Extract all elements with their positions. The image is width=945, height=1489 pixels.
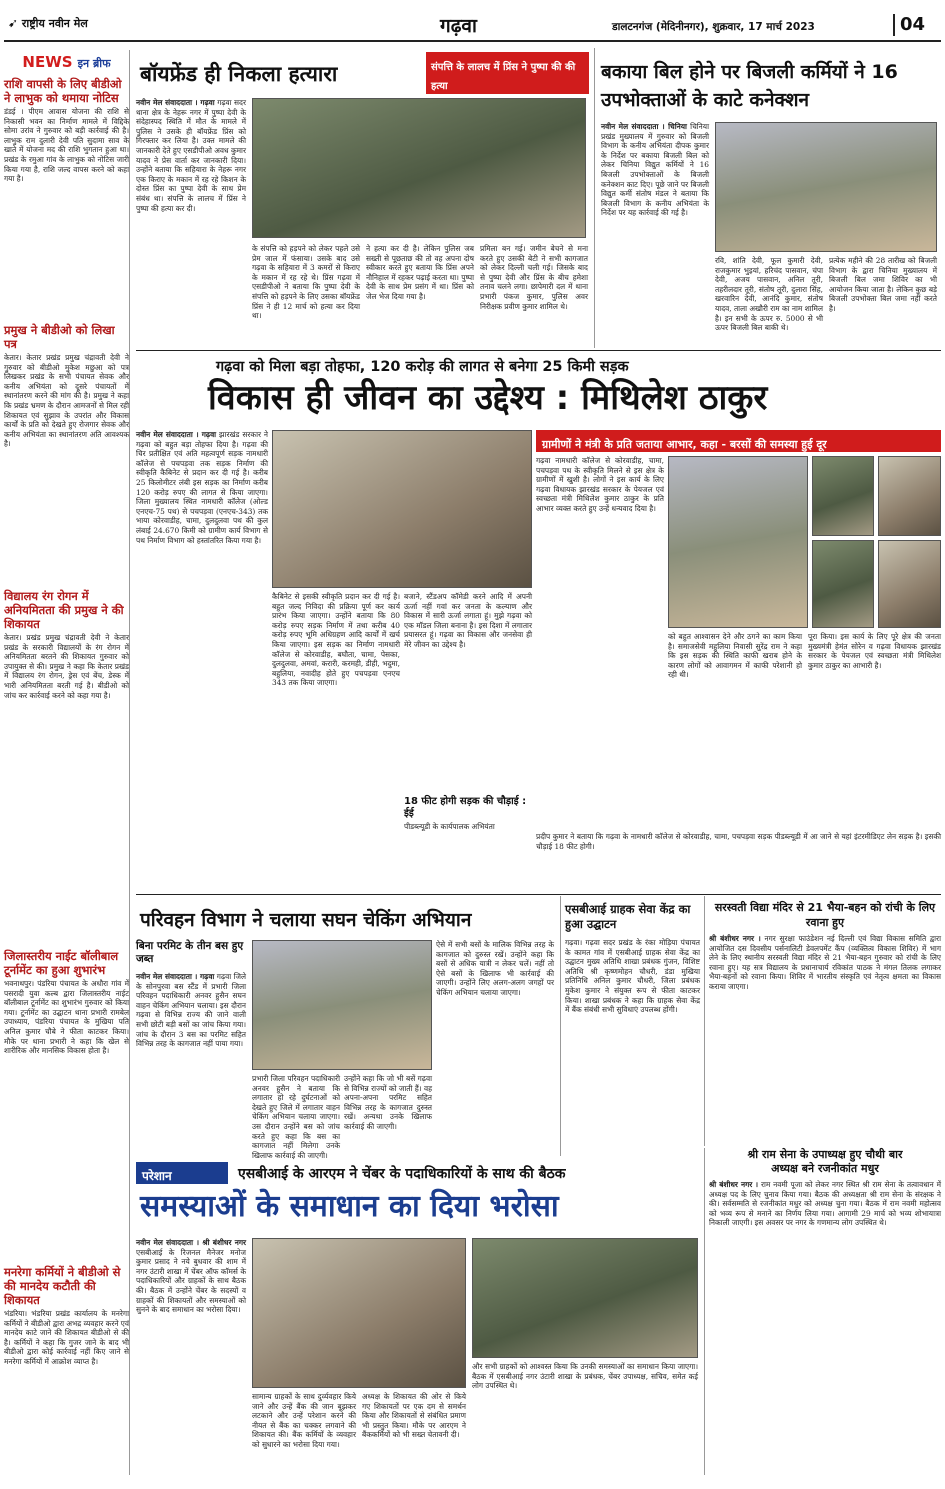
section-title: गढ़वा — [440, 15, 477, 37]
story-kicker: गढ़वा को मिला बड़ा तोहफा, 120 करोड़ की लागत से बनेगा 25 किमी सड़क — [216, 359, 629, 375]
story-body: पीडब्ल्यूडी के कार्यपालक अभियंता — [404, 822, 495, 831]
story-body: प्रदीप कुमार ने बताया कि गढ़वा के नामधारी कॉलेज से कोरवाडीह, चामा, पचपड़वा सड़क पीडब्ल्यूडी में आ जाने से यहां इंटरमीडिएट लेन सड़क है। इसकी चौड़ाई 18 फीट होगी। — [536, 832, 941, 851]
page-number-divider — [893, 14, 895, 36]
brief-item — [4, 77, 129, 317]
story-body: को बहुत आश्वासन देने और ठगने का काम किया है। समाजसेवी महुलिया निवासी सुरेंद्र राम ने कहा कि इस सड़क की स्थिति काफी खराब होने के कारण लोगों को आवागमन में काफी परेशानी हो रही थी। — [668, 632, 802, 680]
news-brief-column — [4, 50, 130, 1475]
story-body: उन्होंने कहा कि जो भी बसें गढ़वा से विभिन्न राज्यों को जाती हैं। वह अपना-अपना परमिट सहित विभिन्न तरह के कागजात दुरुस्त रखें। अन्यथा उनके खिलाफ कार्रवाई की जाएगी। — [344, 1074, 432, 1131]
story-body: के संपत्ति को हड़पने को लेकर पहले उसे प्रेम जाल में फंसाया। उसके बाद उसे गढ़वा के सहियारा में 3 कमरों से किराए के मकान में रह रहे थे। प्रिंस गढ़वा में एसडीपीओ ने बताया कि पुष्पा देवी के संपत्ति को हड़पने के लिए उसका बॉयफ्रेंड प्रिंस ने ही 12 मार्च को हत्या कर दिया था। — [252, 244, 360, 321]
bus-checking-photo — [252, 940, 432, 1070]
villager-photo — [812, 456, 874, 536]
story-body: ने हत्या कर दी है। लेकिन पुलिस जब सख्ती से पूछताछ की तो वह अपना दोष स्वीकार करते हुए बताया कि प्रिंस अपने नौनिहाल में रहकर पढ़ाई करता था। पुष्पा देवी के साथ प्रेम प्रसंग में था। प्रिंस को जेल भेज दिया गया है। — [366, 244, 474, 301]
story-body: कैबिनेट से इसकी स्वीकृति प्रदान कर दी गई है। बहुत जल्द निविदा की प्रक्रिया पूर्ण कर कार्य प्रारंभ किया जाएगा। उन्होंने बताया कि 80 करोड़ रुपए सड़क निर्माण में तथा करीब 40 करोड़ रुपए भूमि अधिग्रहण आदि कार्यों में खर्च किया जाएगा। इस सड़क का निर्माण नामधारी कॉलेज से कोरवाडीह, बघौता, चामा, पेसका, दुलदुलवा, अमवां, करारी, करमही, डीही, भदुमा, बहुलिया, नवादीह होते हुए पचपड़वा एनएच 343 तक किया जाएगा। — [272, 592, 400, 688]
story-kicker-badge — [136, 1162, 228, 1184]
story-byline: श्री बंशीधर नगर । — [709, 1180, 759, 1189]
brief-title: मनरेगा कर्मियों ने बीडीओ से की मानदेय कटौती की शिकायत — [4, 1265, 121, 1307]
story-subheading: बिना परमिट के तीन बस हुए जब्त — [136, 940, 244, 965]
story-byline: नवीन मेल संवाददाता । चिनिया — [601, 122, 687, 131]
story-body: गढ़वा। गढ़वा सदर प्रखंड के रंका मोड़िया पंचायत के कामत गांव में एसबीआई ग्राहक सेवा केंद्र का उद्घाटन मुख्य अतिथि शाखा प्रबंधक गुंजन, विशिष्ट अतिथि श्री कृष्णमोहन चौधरी, डंडा मुखिया प्रतिनिधि अनिल कुमार चौधरी, जिला प्रबंधक मुकेश कुमार ने संयुक्त रूप से फीता काटकर किया। शाखा प्रबंधक ने कहा कि ग्राहक सेवा केंद्र में बैंक संबंधी सभी सुविधाएं उपलब्ध होंगी। — [565, 938, 700, 1015]
story-body: नवीन मेल संवाददाता । श्री बंशीधर नगर एसबीआई के रिजनल मैनेजर मनोज कुमार प्रसाद ने नये बुधवार की शाम में नगर उंटारी शाखा में चेंबर ऑफ कॉमर्स के पदाधिकारियों और ग्राहकों के साथ बैठक की। बैठक में उन्होंने चेंबर के सदस्यों व ग्राहकों की शिकायतों और समस्याओं को सुनने के बाद समाधान का भरोसा दिया। — [136, 1238, 246, 1315]
story-byline: नवीन मेल संवाददाता । गढ़वा — [136, 430, 217, 439]
story-headline: सरस्वती विद्या मंदिर से 21 भैया-बहन को रांची के लिए रवाना हुए — [714, 901, 936, 929]
page-number: 04 — [900, 14, 926, 35]
brief-body: भंडरिया। भंडरिया प्रखंड कार्यालय के मनरेगा कर्मियों ने बीडीओ द्वारा अभद्र व्यवहार करने एवं मानदेय काटे जाने की शिकायत बीडीओ से की है। कर्मियों ने कहा कि गुजर जाने के बाद भी बीडीओ द्वारा कोई कार्रवाई नहीं किए जाने से मनरेगा कर्मियों में आक्रोश व्याप्त है। — [4, 1309, 129, 1366]
brief-title: जिलास्तरीय नाईट बॉलीबाल टूर्नामेंट का हुआ शुभारंभ — [4, 949, 119, 977]
electric-pole-photo — [715, 122, 937, 252]
story-body: रवि, शांति देवी, फूल कुमारी देवी, राजकुमार भुइयां, हरिचंद पासवान, चंपा देवी, अजय पासवान, अनिल तूरी, तहरीलदार तूरी, संतोष तूरी, दुलारा सिंह, खरवारिन देवी, आनंदि कुमार, संतोष यादव, ताला अखौरी राम का नाम शामिल है। इन सभी के ऊपर रु. 5000 से भी ऊपर बिजली बिल बाकी थे। — [715, 256, 823, 333]
village-road-photo — [272, 430, 532, 588]
brief-title: विद्यालय रंग रोगन में अनियमितता की प्रमुख ने की शिकायत — [4, 589, 124, 631]
masthead-rule — [4, 40, 941, 42]
story-bank-meeting — [136, 1158, 700, 1475]
story-kicker: परेशान — [142, 1169, 172, 1183]
brief-body: केतार। केतार प्रखंड प्रमुख चंद्रावती देवी ने गुरुवार को बीडीओ मुकेश मछुआ को पत्र लिखकर प्रखंड के सभी पंचायत सेवक और कनीय अभियंता को दूसरे पंचायतों में स्थानांतरण करने की मांग की है। प्रमुख ने कहा कि प्रखंड भ्रमण के दौरान आमजनों से मिल रही शिकायत एवं सुझाव के उपरांत और विकास कार्यों के प्रति को देखते हुए रोजगार सेवक और कनीय अभियंता का स्थानांतरण अति आवश्यक है। — [4, 353, 129, 449]
villager-photo — [812, 540, 874, 628]
dateline: डालटनगंज (मेदिनीनगर), शुक्रवार, 17 मार्च 2023 — [612, 21, 815, 33]
deck-bar — [536, 430, 941, 452]
masthead — [0, 0, 945, 42]
story-transport — [136, 896, 556, 1160]
story-body: प्रमिला बन गई। जमीन बेचने से मना करते हुए उसकी बेटी ने सभी कागजात को लेकर दिल्ली चली गई। जिसके बाद से पुष्पा देवी और प्रिंस के बीच हमेशा तनाव चलने लगा। छापेमारी दल में थाना प्रभारी पंकज कुमार, पुलिस अवर निरीक्षक प्रवीण कुमार शामिल थे। — [480, 244, 588, 311]
story-headline: बॉयफ्रेंड ही निकला हत्यारा — [140, 62, 338, 86]
masthead-logo: ➹ राष्ट्रीय नवीन मेल — [8, 16, 88, 30]
brief-item — [4, 1265, 129, 1459]
brief-body: डंडई । पीएम आवास योजना की राशि से निकासी भवन का निर्माण मामले में विद्दिके सोमा उरांव ने गुरुवार को बड़ी कार्रवाई की है। लाभुक राम दुलारी देवी पति सुदामा साव के खाते में योजना मद की राशि भुगतान हुआ था। प्रखंड के रमुआ गांव के लाभुक को नोटिस जारी किया गया है, राशि जल्द वापस करने को कहा गया है। — [4, 107, 129, 184]
brief-body: भवनाथपुर। पंडरिया पंचायत के अधौरा गांव में पसरादी युवा कल्ब द्वारा जिलास्तरीय नाईट बॉलीबाल टूर्नामेंट का शुभारंभ गुरुवार को किया गया। टूर्नामेंट का उद्घाटन थाना प्रभारी रामबेल उपाध्याय, पंडरिया पंचायत के मुखिया पति अनिल कुमार चौबे ने फीता काटकर किया। मौके पर थाना प्रभारी ने कहा कि खेल से शारीरिक और मानसिक विकास होता है। — [4, 979, 129, 1056]
story-road — [136, 352, 941, 892]
story-sub-box — [136, 940, 246, 966]
brief-title: प्रमुख ने बीडीओ को लिखा पत्र — [4, 323, 115, 351]
story-byline: नवीन मेल संवाददाता । गढ़वा — [136, 972, 215, 981]
villager-photo — [878, 456, 941, 536]
section-divider — [136, 894, 941, 895]
story-subheading: 18 फीट होगी सड़क की चौड़ाई : ईई — [404, 796, 527, 819]
news-brief-badge: NEWS इन ब्रीफ — [22, 53, 111, 71]
brief-item — [4, 323, 129, 583]
story-byline: श्री बंशीधर नगर । — [709, 934, 761, 943]
brief-item — [4, 589, 129, 943]
story-body: गढ़वा नामधारी कॉलेज से कोरवाडीह, चामा, पचपड़वा पथ के स्वीकृति मिलने से इस क्षेत्र के ग्रामीणों में खुशी है। लोगों ने इस कार्य के लिए गढ़वा विधायक झारखंड सरकार के पेयजल एवं स्वच्छता मंत्री मिथिलेश कुमार ठाकुर के प्रति आभार व्यक्त करते हुए उन्हें धन्यवाद दिया है। — [536, 456, 664, 513]
arrest-press-photo — [252, 98, 586, 238]
story-headline: विकास ही जीवन का उद्देश्य : मिथिलेश ठाकुर — [208, 378, 768, 418]
brief-body: केतार। प्रखंड प्रमुख चंद्रावती देवी ने केतार प्रखंड के सरकारी विद्यालयों के रंग रोगन में अनियमितता बरतने की शिकायत गुरुवार को उपायुक्त से की। प्रमुख ने कहा कि केतार प्रखंड में विद्यालय रंग रोगन, ड्रेस एवं बेंच, डेस्क में भारी अनियमितता बरती गई है। बीडीओ को जांच कर कार्रवाई करने को कहा गया है। — [4, 633, 129, 700]
meeting-photo — [252, 1238, 466, 1388]
sub-heading-box — [404, 796, 532, 886]
story-body: अध्यक्ष के शिकायत की ओर से किये गए शिकायतों पर एक दम से समर्थन किया और शिकायतों से संबंधित प्रमाण भी प्रस्तुत किया। मौके पर आरएम ने बैंककर्मियों को भी सख्त चेतावनी दी। — [362, 1392, 466, 1440]
story-headline: एसबीआई ग्राहक सेवा केंद्र का हुआ उद्घाटन — [565, 902, 691, 931]
section-divider — [136, 350, 941, 351]
story-deck: ग्रामीणों ने मंत्री के प्रति जताया आभार, कहा - बरसों की समस्या हुई दूर — [542, 438, 827, 451]
story-body: सामान्य ग्राहकों के साथ दुर्व्यवहार किये जाने और उन्हें बैंक की जान बूझकर लटकाने और उन्हें परेशान करने की नीयत से बैंक का चक्कर लगवाने की शिकायत की। बैंक कर्मियों के व्यवहार को सुधारने का भरोसा दिया गया। — [252, 1392, 356, 1449]
story-headline: श्री राम सेना के उपाध्यक्ष हुए चौथी बार — [747, 1148, 903, 1161]
story-kicker: संपत्ति के लालच में प्रिंस ने पुष्पा की की हत्या — [431, 62, 576, 92]
bird-icon: ➹ — [8, 16, 19, 30]
story-body: प्रत्येक महीने की 28 तारीख को बिजली विभाग के द्वारा चिनिया मुख्यालय में बिजली बिल जमा शिविर का भी आयोजन किया जाता है। लेकिन कुछ बड़े बिजली उपभोक्ता बिल जमा नहीं करते है। — [829, 256, 937, 313]
meeting-photo — [472, 1238, 698, 1358]
story-body: श्री बंशीधर नगर । नगर सुरक्षा फाउंडेशन नई दिल्ली एवं विद्या विकास समिति द्वारा आयोजित दस दिवसीय पर्सनालिटी डेवलपमेंट कैंप (व्यक्तित्व विकास शिविर) में भाग लेने के लिए स्थानीय सरस्वती विद्या मंदिर से 21 भैया-बहन गुरुवार को रांची के लिए रवाना हुए। यह सत्र विद्यालय के प्रधानाचार्य रविकांत पाठक ने मंगल तिलक लगाकर भैया-बहनों को रवाना किया। शिविर में भारतीय संस्कृति एवं नेतृत्व क्षमता का विकास कराया जाएगा। — [709, 934, 941, 991]
story-byline: नवीन मेल संवाददाता । श्री बंशीधर नगर — [136, 1238, 246, 1247]
story-headline: समस्याओं के समाधान का दिया भरोसा — [140, 1189, 559, 1224]
brief-title: राशि वापसी के लिए बीडीओ ने लाभुक को थमाया नोटिस — [4, 77, 122, 105]
story-body: बजाने, स्टैंडअप कॉमेडी करने आदि में अपनी ऊर्जा नहीं गवां कर जनता के कल्याण और विकास में सारी ऊर्जा लगाता हूं। मुझे गढ़वा को एक मॉडल जिला बनाना है। इस दिशा में लगातार प्रयासरत हूं। गढ़वा का विकास और जनसेवा ही मेरे जीवन का उद्देश्य है। — [404, 592, 532, 649]
story-body: श्री बंशीधर नगर । राम नवमी पूजा को लेकर नगर स्थित श्री राम सेना के तत्वावधान में अध्यक्ष पद के लिए चुनाव किया गया। बैठक की अध्यक्षता श्री राम सेना के संरक्षक ने की। सर्वसम्मति से रजनीकांत मधुर को अध्यक्ष चुना गया। बैठक में राम नवमी महोत्सव को भव्य रूप से मनाने का निर्णय लिया गया। आगामी 29 मार्च को भव्य शोभायात्रा निकाली जाएगी। इस अवसर पर नगर के गणमान्य लोग उपस्थित थे। — [709, 1180, 941, 1228]
story-boyfriend — [136, 48, 589, 348]
story-body: नवीन मेल संवाददाता । चिनिया चिनिया प्रखंड मुख्यालय में गुरुवार को बिजली विभाग के कनीय अभियंता दीपक कुमार के निर्देश पर बकाया बिजली बिल को लेकर चिनिया विद्युत कर्मियों ने 16 बिजली उपभोक्ताओं के बिजली कनेक्शन काट दिए। पूछे जाने पर बिजली विद्युत कर्मी संतोष मंडल ने बताया कि बिजली विभाग के कनीय अभियंता के निर्देश पर यह कार्रवाई की गई है। — [601, 122, 709, 218]
story-headline: परिवहन विभाग ने चलाया सघन चेकिंग अभियान — [140, 909, 472, 931]
story-ram-sena — [704, 1148, 941, 1475]
story-headline-small: एसबीआई के आरएम ने चेंबर के पदाधिकारियों के साथ की बैठक — [238, 1166, 566, 1182]
story-kicker-box — [426, 52, 589, 94]
story-body: ऐसे में सभी बसों के मालिक विभिन्न तरह के कागजात को दुरुस्त रखें। उन्होंने कहा कि बसों से अधिक यात्री न लेकर चलें। नहीं तो ऐसे बसों के खिलाफ भी कार्रवाई की जाएगी। उन्होंने लिए अलग-अलग जगहों पर चेकिंग अभियान चलाया जाएगा। — [436, 940, 554, 997]
story-body: नवीन मेल संवाददाता । गढ़वा गढ़वा सदर थाना क्षेत्र के नेहरू नगर में पुष्पा देवी के संदेहास्पद स्थिति में मौत के मामले में पुलिस ने उसके ही बॉयफ्रेंड प्रिंस को गिरफ्तार कर लिया है। उक्त मामले की जानकारी देते हुए एसडीपीओ अवध कुमार यादव ने प्रेस वार्ता कर जानकारी दिया। उन्होंने बताया कि सहियारा के नेहरू नगर एक किराए के मकान में रह रहे किशन के दोस्त प्रिंस का पुष्पा देवी के साथ प्रेम संबंध था। संपत्ति के लालच में प्रिंस ने पुष्पा की हत्या कर दी। — [136, 98, 246, 213]
villager-photo — [878, 540, 941, 628]
story-body: पूरा किया। इस कार्य के लिए पूरे क्षेत्र की जनता मुख्यमंत्री हेमंत सोरेन व गढ़वा विधायक झारखंड सरकार के पेयजल एवं स्वच्छता मंत्री मिथिलेश कुमार ठाकुर का आभारी है। — [808, 632, 941, 670]
story-headline: अध्यक्ष बने रजनीकांत मधुर — [771, 1162, 879, 1175]
story-body: प्रभारी जिला परिवहन पदाधिकारी अनवर हुसैन ने बताया कि लगातार हो रहे दुर्घटनाओं को देखते हुए जिले में लगातार वाहन चेकिंग अभियान चलाया जाएगा। उस दौरान उन्होंने बस को जांच करते हुए कहा कि बस का कागजात नहीं मिलेगा उनके खिलाफ कार्रवाई की जाएगी। — [252, 1074, 340, 1160]
brief-item — [4, 949, 129, 1259]
story-headline: बकाया बिल होने पर बिजली कर्मियों ने 16 उपभोक्ताओं के काटे कनेक्शन — [601, 61, 898, 111]
story-byline: नवीन मेल संवाददाता । गढ़वा — [136, 98, 215, 107]
story-sbi-center — [560, 896, 700, 1156]
minister-photo — [668, 456, 808, 628]
story-body: और सभी ग्राहकों को आश्वस्त किया कि उनकी समस्याओं का समाधान किया जाएगा। बैठक में एसबीआई नगर उंटारी शाखा के प्रबंधक, चेंबर उपाध्यक्ष, सचिव, समेत कई लोग उपस्थित थे। — [472, 1362, 698, 1391]
story-electricity — [594, 48, 941, 348]
story-school — [704, 896, 941, 1146]
story-body: नवीन मेल संवाददाता । गढ़वा झारखंड सरकार ने गढ़वा को बहुत बड़ा तोहफा दिया है। गढ़वा की चिर प्रतीक्षित एवं अति महत्वपूर्ण सड़क नामधारी कॉलेज से पचपड़वा तक सड़क निर्माण की स्वीकृति कैबिनेट से प्रदान कर दी गई है। करीब 25 किलोमीटर लंबी इस सड़क का निर्माण करीब 120 करोड़ रुपए की लागत से किया जाएगा। जिला मुख्यालय स्थित नामधारी कॉलेज (ओल्ड एनएच-75 पथ) से पचपड़वा (एनएच-343) तक भाया कोरवाडीह, चामा, दुलदुलवा पथ की कुल लंबाई 24.670 किमी को ग्रामीण कार्य विभाग से पथ निर्माण विभाग को हस्तांतरित किया गया है। — [136, 430, 268, 545]
story-body: नवीन मेल संवाददाता । गढ़वा गढ़वा जिले के सोनपुरवा बस स्टैंड में प्रभारी जिला परिवहन पदाधिकारी अनवर हुसैन सघन वाहन चेकिंग अभियान चलाया। इस दौरान गढ़वा से विभिन्न राज्य की जाने वाली सभी छोटी बड़ी बसों का जांच किया गया। जांच के दौरान 3 बस का परमिट सहित विभिन्न तरह के कागजात नहीं पाया गया। — [136, 972, 246, 1049]
